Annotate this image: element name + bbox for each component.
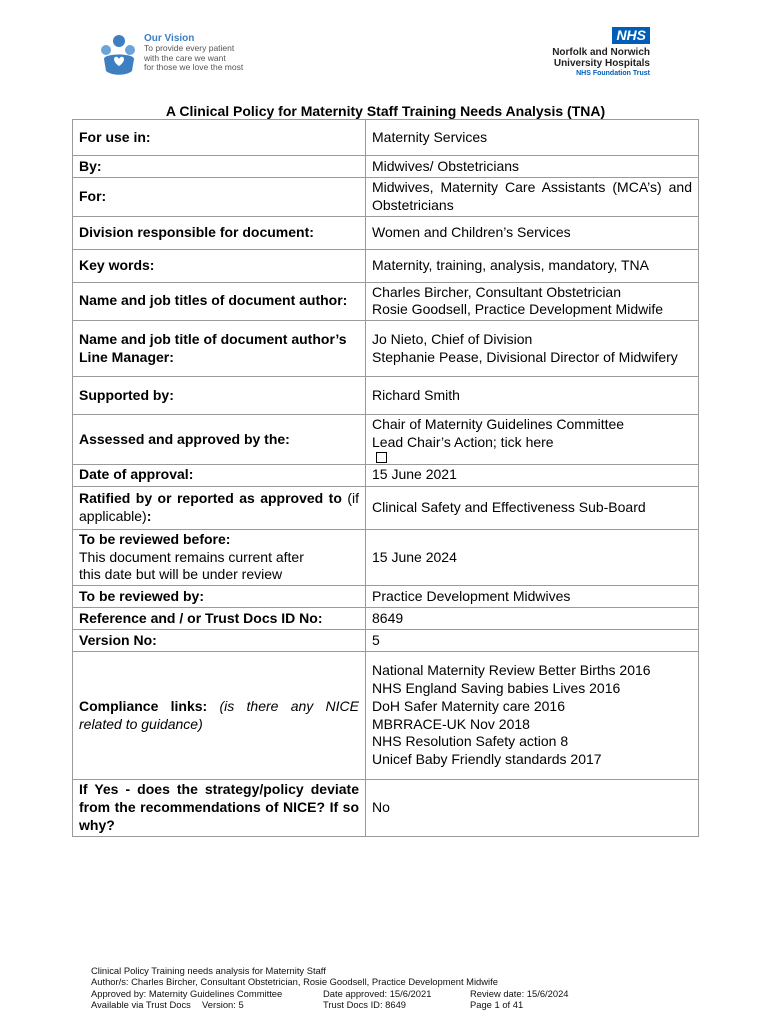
footer-page-number: Page 1 of 41 <box>470 999 524 1011</box>
row-label: Reference and / or Trust Docs ID No: <box>73 608 366 630</box>
row-value: Practice Development Midwives <box>366 586 699 608</box>
table-row <box>73 120 699 156</box>
row-label: For use in: <box>73 120 366 156</box>
compliance-link: Unicef Baby Friendly standards 2017 <box>372 751 602 768</box>
footer-available: Available via Trust Docs <box>91 999 191 1011</box>
row-label <box>73 529 366 585</box>
compliance-link: NHS England Saving babies Lives 2016 <box>372 680 621 697</box>
row-label: Supported by: <box>73 377 366 415</box>
row-value <box>366 282 699 321</box>
ratified-label-suffix: (if applicable) <box>79 489 359 524</box>
row-value: 15 June 2021 <box>366 464 699 486</box>
page-footer <box>91 965 610 1011</box>
org-name-line1: Norfolk and Norwich <box>552 47 650 58</box>
row-label <box>73 652 366 780</box>
table-row <box>73 608 699 630</box>
ratified-label: Ratified by or reported as approved to <box>79 489 342 506</box>
footer-approved-by: Approved by: Maternity Guidelines Committee <box>91 987 283 999</box>
footer-review-date: Review date: 15/6/2024 <box>470 987 569 999</box>
compliance-note: (is there any NICE related to guidance) <box>79 697 360 732</box>
table-row <box>73 249 699 282</box>
nhs-trust-logo <box>450 27 650 78</box>
footer-version: Version: 5 <box>202 999 244 1011</box>
row-value: 5 <box>366 630 699 652</box>
row-value <box>366 652 699 780</box>
row-value: Midwives/ Obstetricians <box>366 156 699 178</box>
row-label: For: <box>73 178 366 217</box>
document-title: A Clinical Policy for Maternity Staff Training Needs Analysis (TNA) <box>165 103 606 119</box>
table-row <box>73 282 699 321</box>
row-value <box>366 321 699 377</box>
chairs-action-label: Lead Chair’s Action; tick here <box>372 433 554 450</box>
policy-details-table <box>72 119 699 837</box>
row-label <box>73 486 366 529</box>
approver-entry: Chair of Maternity Guidelines Committee <box>372 416 625 433</box>
row-value: Clinical Safety and Effectiveness Sub-Board <box>366 486 699 529</box>
row-label: Key words: <box>73 249 366 282</box>
footer-trust-docs-id: Trust Docs ID: 8649 <box>323 999 407 1011</box>
row-label: To be reviewed by: <box>73 586 366 608</box>
review-before-label: To be reviewed before: <box>79 530 231 547</box>
table-row <box>73 486 699 529</box>
org-name-line3: NHS Foundation Trust <box>576 70 650 77</box>
vision-line: with the care we want <box>144 52 226 63</box>
table-row <box>73 415 699 465</box>
nhs-badge: NHS <box>612 27 650 44</box>
row-value: Women and Children’s Services <box>366 216 699 249</box>
row-value: Richard Smith <box>366 377 699 415</box>
row-label: Date of approval: <box>73 464 366 486</box>
vision-line: To provide every patient <box>144 43 235 53</box>
table-row <box>73 464 699 486</box>
row-label: Division responsible for document: <box>73 216 366 249</box>
compliance-link: NHS Resolution Safety action 8 <box>372 733 569 750</box>
compliance-link: MBRRACE-UK Nov 2018 <box>372 715 530 732</box>
manager-entry: Jo Nieto, Chief of Division <box>372 330 533 347</box>
table-row <box>73 377 699 415</box>
vision-people-icon <box>96 33 140 77</box>
row-value: Midwives, Maternity Care Assistants (MCA’s) and Obstetricians <box>366 178 699 217</box>
table-row <box>73 156 699 178</box>
table-row <box>73 780 699 836</box>
compliance-link: DoH Safer Maternity care 2016 <box>372 697 565 714</box>
vision-line: for those we love the most <box>144 62 244 73</box>
author-entry: Rosie Goodsell, Practice Development Midwife <box>372 301 664 318</box>
table-row <box>73 321 699 377</box>
compliance-label: Compliance links: <box>79 697 208 714</box>
footer-policy-name: Clinical Policy Training needs analysis for Maternity Staff <box>91 965 326 976</box>
author-entry: Charles Bircher, Consultant Obstetrician <box>372 283 621 300</box>
row-label: If Yes - does the strategy/policy deviate from the recommendations of NICE? If so why? <box>73 780 366 836</box>
table-row <box>73 216 699 249</box>
row-value: 15 June 2024 <box>366 529 699 585</box>
footer-date-approved: Date approved: 15/6/2021 <box>323 987 432 999</box>
row-label: By: <box>73 156 366 178</box>
org-name-line2: University Hospitals <box>553 58 650 69</box>
table-row <box>73 652 699 780</box>
row-label: Name and job title of document author’s Line Manager: <box>73 321 366 377</box>
row-label: Name and job titles of document author: <box>73 282 366 321</box>
our-vision-logo <box>96 33 243 77</box>
vision-title: Our Vision <box>144 33 195 44</box>
footer-row <box>91 999 610 1010</box>
row-value: 8649 <box>366 608 699 630</box>
compliance-link: National Maternity Review Better Births 2016 <box>372 662 651 679</box>
table-row <box>73 630 699 652</box>
footer-row <box>91 988 610 999</box>
row-value <box>366 415 699 465</box>
table-row <box>73 178 699 217</box>
tick-checkbox[interactable] <box>376 452 387 463</box>
row-value: Maternity Services <box>366 120 699 156</box>
footer-authors: Author/s: Charles Bircher, Consultant Obstetrician, Rosie Goodsell, Practice Development Midwife <box>91 976 498 988</box>
table-row <box>73 586 699 608</box>
ratified-label-end: : <box>146 507 152 524</box>
row-value: No <box>366 780 699 836</box>
approver-entry <box>372 434 692 463</box>
row-label: Assessed and approved by the: <box>73 415 366 465</box>
table-row <box>73 529 699 585</box>
row-label: Version No: <box>73 630 366 652</box>
manager-entry: Stephanie Pease, Divisional Director of Midwifery <box>372 348 678 365</box>
row-value: Maternity, training, analysis, mandatory, TNA <box>366 249 699 282</box>
review-before-note: This document remains current after this date but will be under review <box>79 548 304 583</box>
